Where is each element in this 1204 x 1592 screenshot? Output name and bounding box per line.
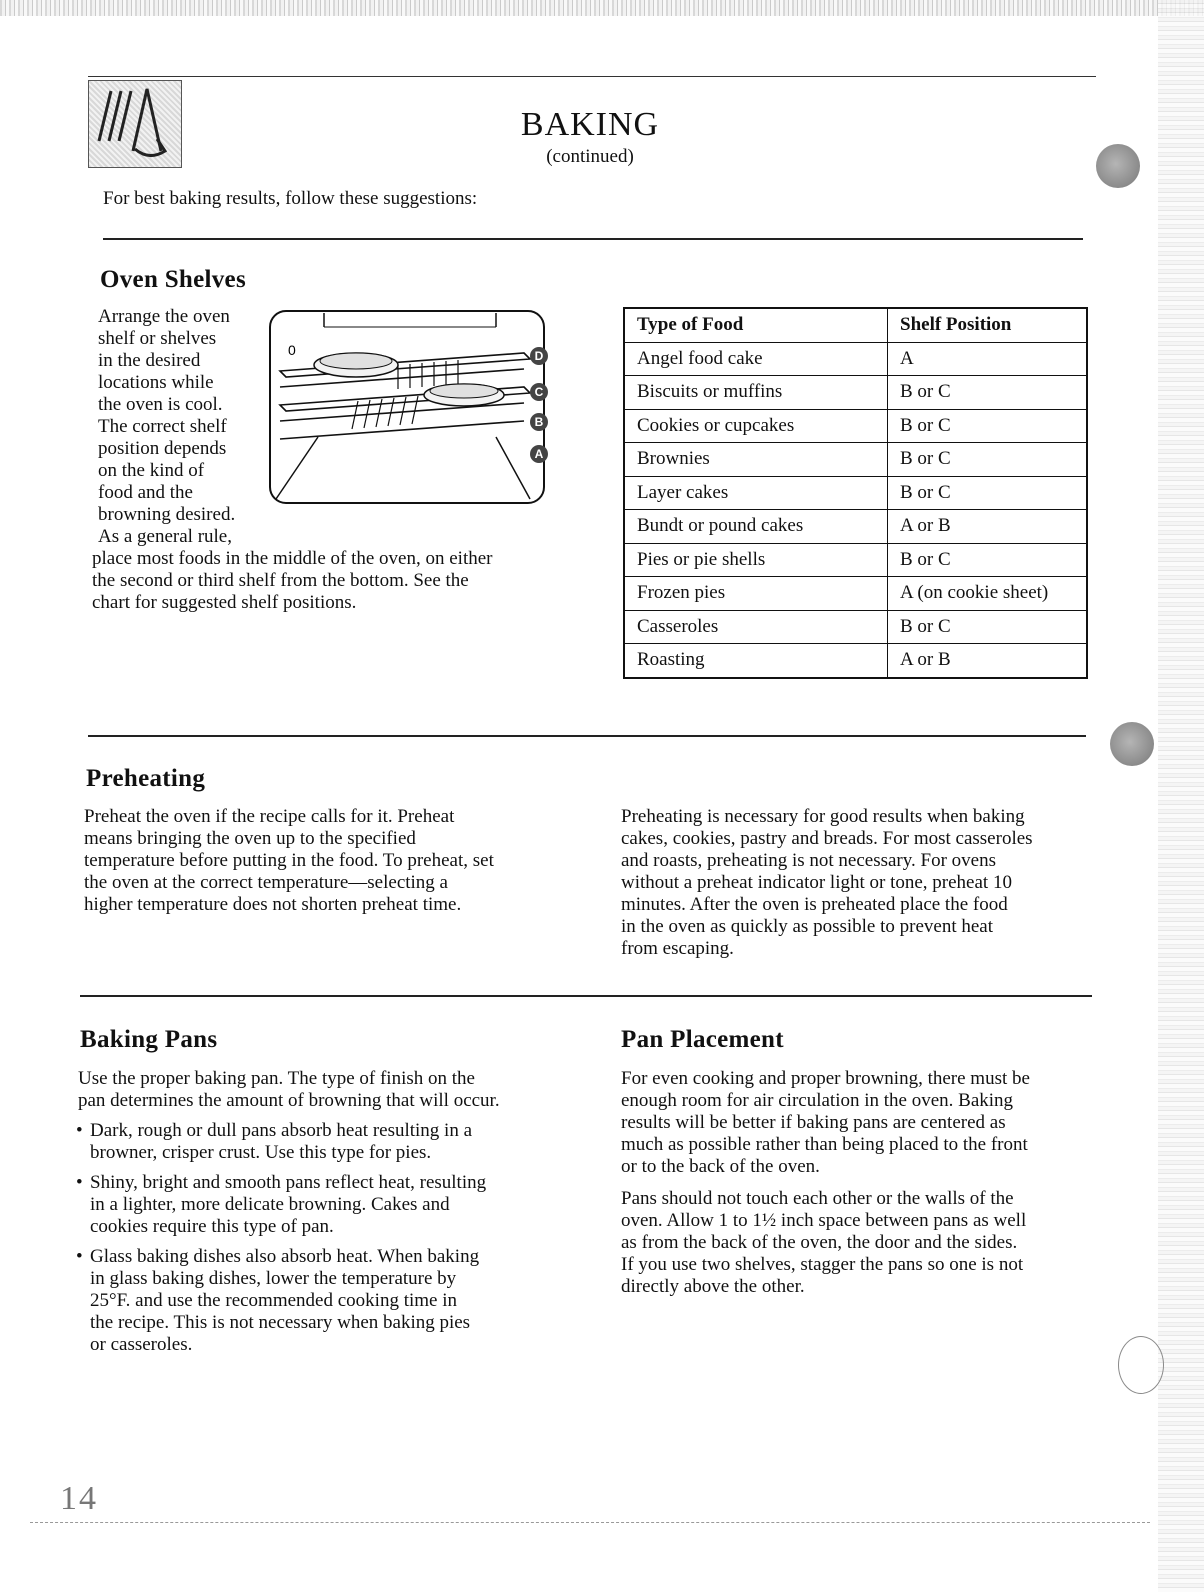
table-row xyxy=(624,376,1087,410)
text-line: much as possible rather than being placed to the front xyxy=(621,1134,1028,1155)
list-item xyxy=(78,1246,578,1356)
text-line: means bringing the oven up to the specified xyxy=(84,828,416,849)
pan-placement-heading: Pan Placement xyxy=(621,1026,784,1053)
table-row xyxy=(624,577,1087,611)
text-line: browning desired. xyxy=(98,504,236,525)
table-cell: Roasting xyxy=(624,644,888,678)
text-line: and roasts, preheating is not necessary. For ovens xyxy=(621,850,996,871)
bullet-icon: • xyxy=(76,1120,83,1141)
text-line: Pans should not touch each other or the walls of the xyxy=(621,1188,1014,1209)
text-line: directly above the other. xyxy=(621,1276,805,1297)
table-row xyxy=(624,510,1087,544)
table-cell: B or C xyxy=(888,543,1088,577)
preheating-text-right xyxy=(621,806,1101,960)
shelf-label-a: A xyxy=(530,445,548,463)
table-header-cell: Shelf Position xyxy=(888,308,1088,342)
table-cell: B or C xyxy=(888,443,1088,477)
scan-edge-top xyxy=(0,0,1204,16)
text-line: from escaping. xyxy=(621,938,734,959)
svg-text:0: 0 xyxy=(288,342,296,358)
binder-hole-icon xyxy=(1110,722,1154,766)
paragraph-gap xyxy=(621,1178,1101,1188)
text-line: As a general rule, xyxy=(98,526,232,547)
table-cell: Frozen pies xyxy=(624,577,888,611)
table-cell: A (on cookie sheet) xyxy=(888,577,1088,611)
text-line: higher temperature does not shorten preheat time. xyxy=(84,894,462,915)
text-line: without a preheat indicator light or tone, preheat 10 xyxy=(621,872,1012,893)
table-cell: A xyxy=(888,342,1088,376)
text-line: the oven is cool. xyxy=(98,394,223,415)
text-line: in glass baking dishes, lower the temperature by xyxy=(90,1268,457,1289)
table-row xyxy=(624,342,1087,376)
table-row xyxy=(624,443,1087,477)
preheating-heading: Preheating xyxy=(86,765,206,792)
table-cell: Layer cakes xyxy=(624,476,888,510)
text-line: on the kind of xyxy=(98,460,205,481)
text-line: Shiny, bright and smooth pans reflect heat, resulting xyxy=(90,1172,487,1193)
table-cell: Brownies xyxy=(624,443,888,477)
table-cell: A or B xyxy=(888,510,1088,544)
page-subtitle: (continued) xyxy=(546,146,634,167)
section-logo-icon xyxy=(88,80,182,168)
text-line: 25°F. and use the recommended cooking time in xyxy=(90,1290,457,1311)
text-line: in the oven as quickly as possible to prevent heat xyxy=(621,916,993,937)
text-line: or to the back of the oven. xyxy=(621,1156,820,1177)
scan-edge-right xyxy=(1158,0,1204,1592)
text-line: shelf or shelves xyxy=(98,328,217,349)
table-cell: B or C xyxy=(888,409,1088,443)
text-line: locations while xyxy=(98,372,214,393)
oven-shelves-text-narrow xyxy=(98,306,268,548)
table-header-row xyxy=(624,308,1087,342)
shelf-position-table xyxy=(623,307,1088,679)
baking-pans-text xyxy=(78,1068,578,1356)
oven-shelves-text-wide xyxy=(92,548,562,614)
text-line: or casseroles. xyxy=(90,1334,193,1355)
table-row xyxy=(624,644,1087,678)
table-row xyxy=(624,543,1087,577)
table-header-cell: Type of Food xyxy=(624,308,888,342)
bullet-icon: • xyxy=(76,1172,83,1193)
text-line: results will be better if baking pans are centered as xyxy=(621,1112,1006,1133)
table-cell: B or C xyxy=(888,476,1088,510)
section-divider xyxy=(88,735,1086,737)
bullet-icon: • xyxy=(76,1246,83,1267)
text-line: cakes, cookies, pastry and breads. For most casseroles xyxy=(621,828,1033,849)
table-cell: Cookies or cupcakes xyxy=(624,409,888,443)
intro-text: For best baking results, follow these suggestions: xyxy=(103,188,478,209)
table-row xyxy=(624,476,1087,510)
text-line: Dark, rough or dull pans absorb heat resulting in a xyxy=(90,1120,473,1141)
text-line: pan determines the amount of browning that will occur. xyxy=(78,1090,500,1111)
table-cell: Pies or pie shells xyxy=(624,543,888,577)
text-line: If you use two shelves, stagger the pans so one is not xyxy=(621,1254,1024,1275)
text-line: For even cooking and proper browning, there must be xyxy=(621,1068,1030,1089)
oven-shelves-diagram xyxy=(268,309,552,507)
pan-placement-text xyxy=(621,1068,1101,1298)
text-line: chart for suggested shelf positions. xyxy=(92,592,357,613)
text-line: enough room for air circulation in the oven. Baking xyxy=(621,1090,1014,1111)
text-line: cookies require this type of pan. xyxy=(90,1216,334,1237)
list-item xyxy=(78,1120,578,1164)
text-line: Glass baking dishes also absorb heat. When baking xyxy=(90,1246,480,1267)
text-line: temperature before putting in the food. To preheat, set xyxy=(84,850,494,871)
text-line: as from the back of the oven, the door and the sides. xyxy=(621,1232,1018,1253)
list-item xyxy=(78,1172,578,1238)
text-line: browner, crisper crust. Use this type for pies. xyxy=(90,1142,432,1163)
text-line: the second or third shelf from the bottom. See the xyxy=(92,570,469,591)
shelf-label-d: D xyxy=(530,347,548,365)
text-line: Use the proper baking pan. The type of finish on the xyxy=(78,1068,475,1089)
table-cell: Bundt or pound cakes xyxy=(624,510,888,544)
table-row xyxy=(624,610,1087,644)
table-cell: Casseroles xyxy=(624,610,888,644)
binder-hole-ring-icon xyxy=(1118,1336,1164,1394)
shelf-label-c: C xyxy=(530,383,548,401)
text-line: Arrange the oven xyxy=(98,306,230,327)
table-cell: B or C xyxy=(888,376,1088,410)
text-line: the oven at the correct temperature—selecting a xyxy=(84,872,448,893)
text-line: Preheat the oven if the recipe calls for it. Preheat xyxy=(84,806,455,827)
page-number: 14 xyxy=(60,1480,98,1517)
text-line: position depends xyxy=(98,438,227,459)
section-divider xyxy=(80,995,1092,997)
header-rule xyxy=(88,76,1096,77)
text-line: minutes. After the oven is preheated place the food xyxy=(621,894,1008,915)
footer-scan-line xyxy=(30,1522,1150,1523)
preheating-text-left xyxy=(84,806,574,916)
text-line: oven. Allow 1 to 1½ inch space between pans as well xyxy=(621,1210,1027,1231)
table-cell: Biscuits or muffins xyxy=(624,376,888,410)
binder-hole-icon xyxy=(1096,144,1140,188)
text-line: in a lighter, more delicate browning. Cakes and xyxy=(90,1194,450,1215)
table-cell: A or B xyxy=(888,644,1088,678)
text-line: place most foods in the middle of the oven, on either xyxy=(92,548,493,569)
text-line: Preheating is necessary for good results when baking xyxy=(621,806,1025,827)
section-divider xyxy=(103,238,1083,240)
text-line: the recipe. This is not necessary when baking pies xyxy=(90,1312,471,1333)
shelf-label-b: B xyxy=(530,413,548,431)
baking-pans-heading: Baking Pans xyxy=(80,1026,218,1053)
page-title: BAKING xyxy=(520,106,660,143)
text-line: in the desired xyxy=(98,350,201,371)
table-row xyxy=(624,409,1087,443)
table-cell: B or C xyxy=(888,610,1088,644)
table-cell: Angel food cake xyxy=(624,342,888,376)
text-line: food and the xyxy=(98,482,193,503)
oven-shelves-heading: Oven Shelves xyxy=(100,266,246,293)
text-line: The correct shelf xyxy=(98,416,227,437)
